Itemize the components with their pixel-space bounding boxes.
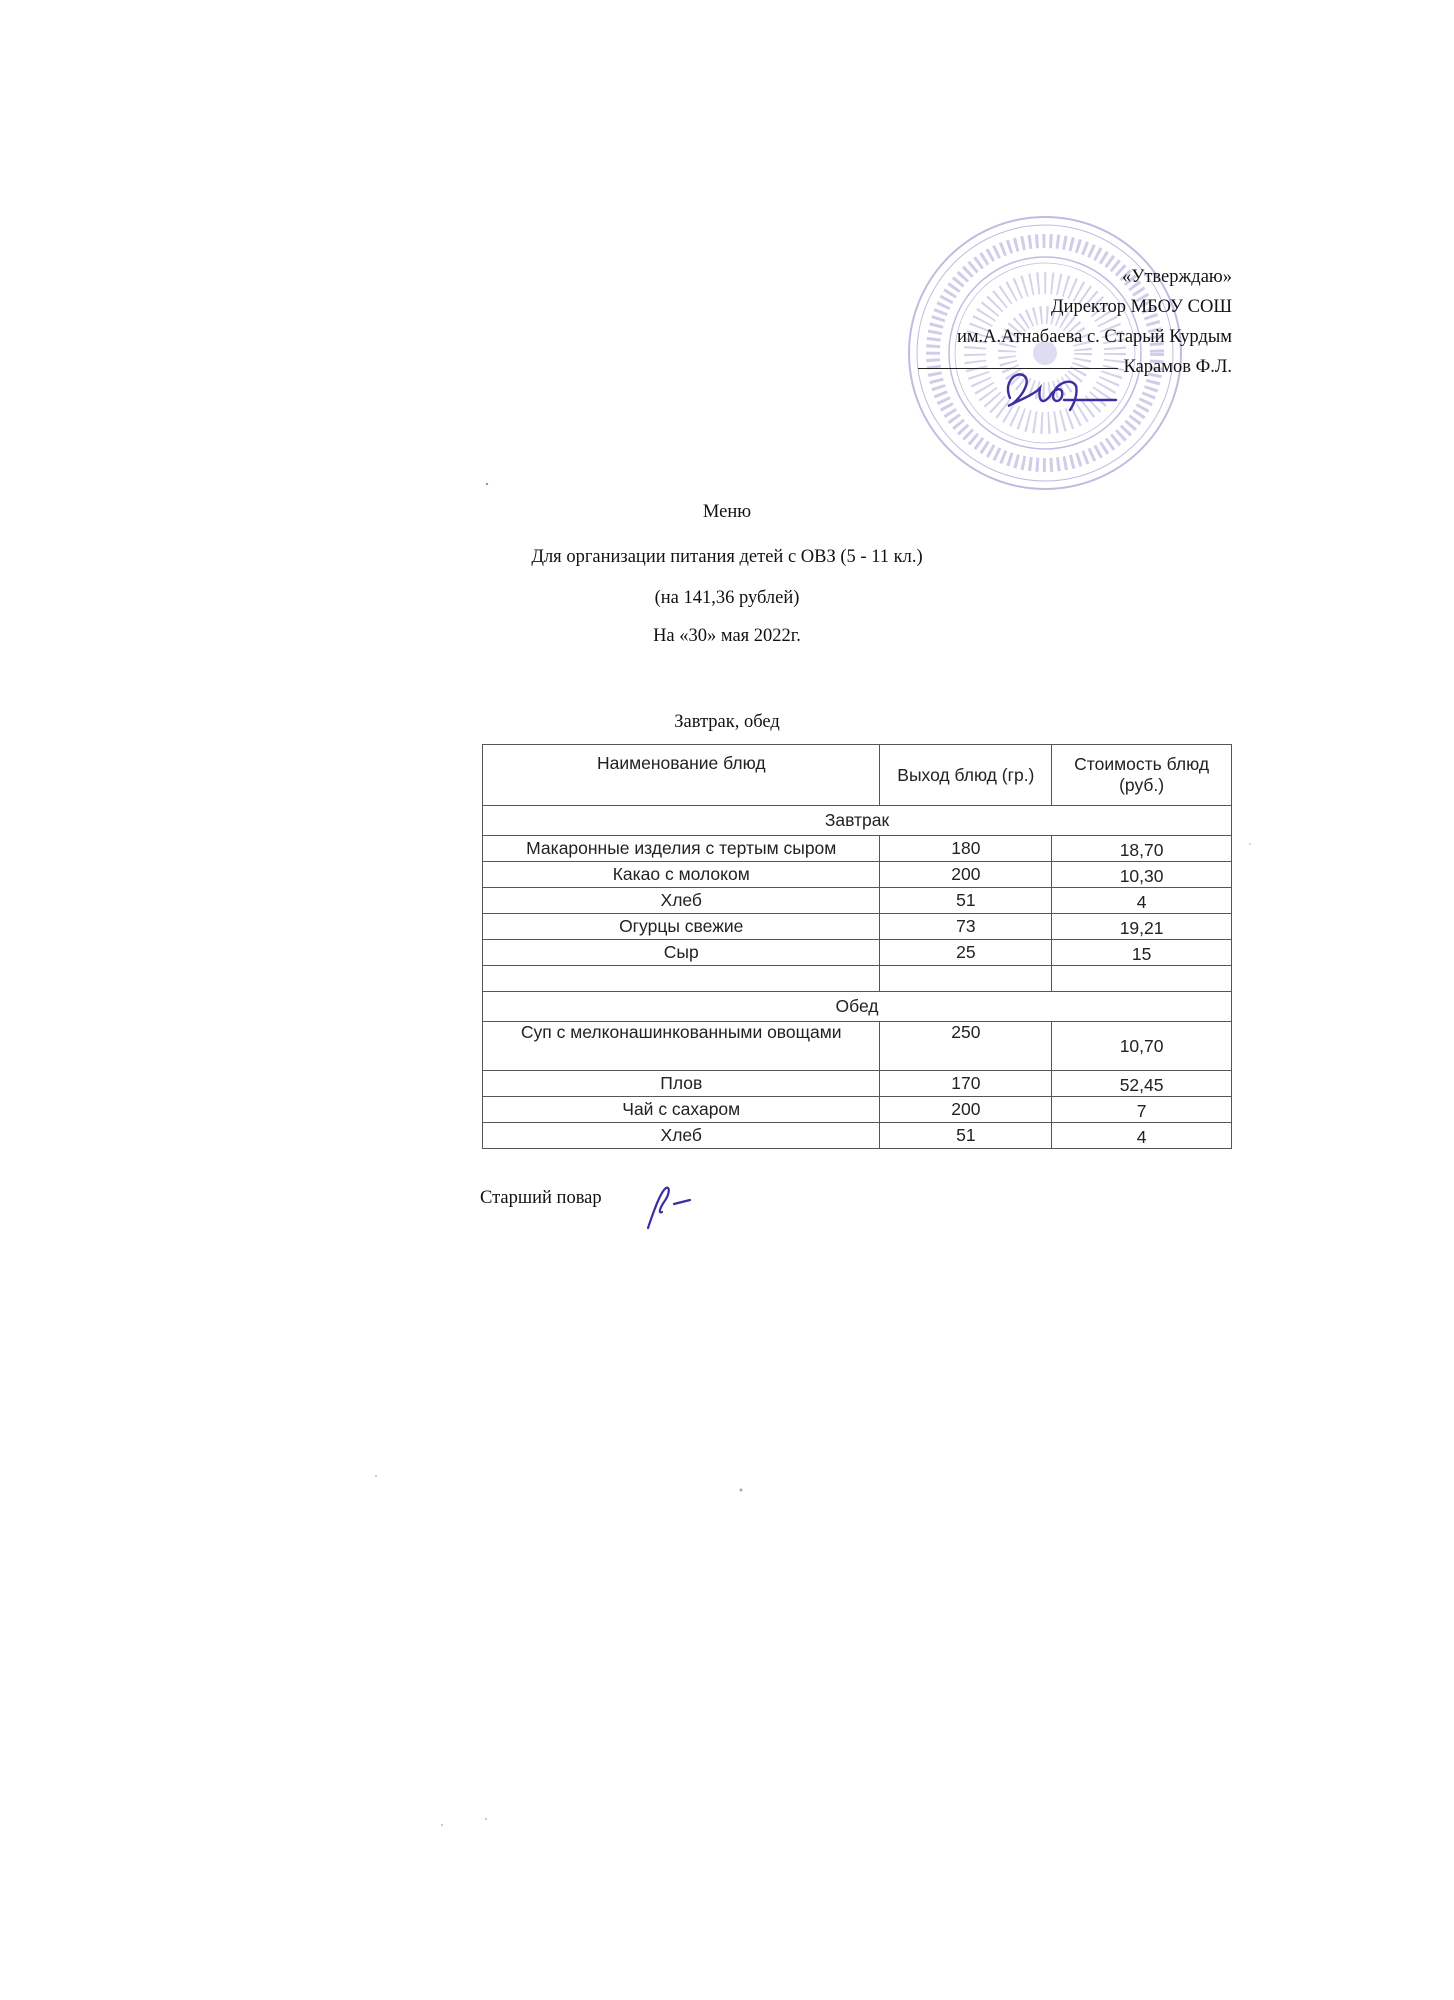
dish-name: Чай с сахаром <box>483 1097 880 1123</box>
dish-cost: 52,45 <box>1052 1071 1232 1097</box>
dish-name: Хлеб <box>483 1123 880 1149</box>
dish-weight: 250 <box>880 1022 1052 1071</box>
empty-row <box>483 966 1232 992</box>
header-cost: Стоимость блюд (руб.) <box>1052 745 1232 806</box>
dish-cost: 7 <box>1052 1097 1232 1123</box>
cook-label: Старший повар <box>480 1188 602 1208</box>
dish-name: Макаронные изделия с тертым сыром <box>483 836 880 862</box>
dish-weight: 73 <box>880 914 1052 940</box>
dish-name: Плов <box>483 1071 880 1097</box>
dish-weight: 200 <box>880 1097 1052 1123</box>
dish-weight: 25 <box>880 940 1052 966</box>
dish-name: Огурцы свежие <box>483 914 880 940</box>
menu-date: На «30» мая 2022г. <box>653 626 801 646</box>
header-weight: Выход блюд (гр.) <box>880 745 1052 806</box>
dish-name: Сыр <box>483 940 880 966</box>
table-row <box>483 862 1232 888</box>
table-header-row <box>483 745 1232 806</box>
approval-school: им.А.Атнабаева с. Старый Курдым <box>956 327 1232 347</box>
director-signature <box>980 360 1130 420</box>
dish-name: Какао с молоком <box>483 862 880 888</box>
menu-table <box>482 744 1232 1149</box>
empty-cell <box>880 966 1052 992</box>
table-row <box>483 1022 1232 1071</box>
table-row <box>483 836 1232 862</box>
meals-subtitle: Завтрак, обед <box>674 712 780 732</box>
header-dish-name: Наименование блюд <box>483 745 880 806</box>
dish-cost: 4 <box>1052 1123 1232 1149</box>
approval-title: «Утверждаю» <box>1122 267 1232 287</box>
table-row <box>483 1123 1232 1149</box>
section-row-lunch <box>483 992 1232 1022</box>
table-row <box>483 940 1232 966</box>
dish-name: Суп с мелконашинкованными овощами <box>483 1022 880 1071</box>
menu-title: Меню <box>702 502 752 522</box>
dish-weight: 51 <box>880 1123 1052 1149</box>
cook-signature <box>640 1182 720 1232</box>
approval-position: Директор МБОУ СОШ <box>1050 297 1232 317</box>
dish-cost: 15 <box>1052 940 1232 966</box>
empty-cell <box>1052 966 1232 992</box>
table-row <box>483 1071 1232 1097</box>
dish-name: Хлеб <box>483 888 880 914</box>
dish-weight: 200 <box>880 862 1052 888</box>
dish-cost: 10,70 <box>1052 1022 1232 1071</box>
table-row <box>483 914 1232 940</box>
section-label-breakfast: Завтрак <box>483 806 1232 836</box>
dish-weight: 180 <box>880 836 1052 862</box>
empty-cell <box>483 966 880 992</box>
dish-weight: 51 <box>880 888 1052 914</box>
approval-director-name: Карамов Ф.Л. <box>1123 357 1232 377</box>
table-row <box>483 1097 1232 1123</box>
section-label-lunch: Обед <box>483 992 1232 1022</box>
dish-cost: 18,70 <box>1052 836 1232 862</box>
table-row <box>483 888 1232 914</box>
dish-cost: 4 <box>1052 888 1232 914</box>
dish-cost: 19,21 <box>1052 914 1232 940</box>
dish-weight: 170 <box>880 1071 1052 1097</box>
dish-cost: 10,30 <box>1052 862 1232 888</box>
menu-price: (на 141,36 рублей) <box>654 588 800 608</box>
menu-purpose: Для организации питания детей с ОВЗ (5 - 11 кл.) <box>531 547 923 567</box>
section-row-breakfast <box>483 806 1232 836</box>
